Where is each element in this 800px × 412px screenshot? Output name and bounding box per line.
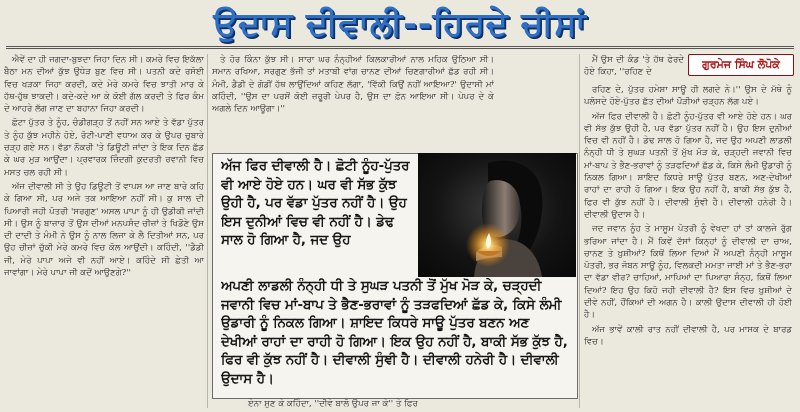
girl-with-diya-photo (418, 153, 576, 277)
paragraph: ਐਵੇਂ ਦਾ ਹੀ ਜਗਦਾ-ਬੁਝਦਾ ਜਿਹਾ ਦਿਨ ਸੀ। ਕਮਰੇ ਵਿਚ ਇਕੱਲਾ ਬੈਠਾ ਮਨ ਦੀਆਂ ਕੁੱਝ ਉਧੇੜ ਬੁਣ ਵਿਚ ਸੀ। ਪਤਨੀ ਕਦੇ ਰਸੋਈ ਵਿਚ ਖੜਕਾ ਜਿਹਾ ਕਰਦੀ, ਕਦੇ ਮੇਰੇ ਕਮਰੇ ਵਿਚ ਝਾਤੀ ਮਾਰ ਕੇ ਹੱਥ-ਹੁੱਥ ਝਾਕਦੀ। ਕਦੇ-ਕਦੇ ਆ ਕੇ ਕੋਈ ਗੱਲ ਕਰਦੀ ਤੇ ਫਿਰ ਕੰਮ ਦੇ ਆਹਰੇ ਲੱਗ ਜਾਣ ਦਾ ਬਹਾਨਾ ਜਿਹਾ ਕਰਦੀ। (4, 55, 204, 115)
paragraph: ਅੱਜ ਫਿਰ ਦੀਵਾਲੀ ਹੈ। ਛੋਟੀ ਨੂੰਹ-ਪੁੱਤਰ ਵੀ ਆਏ ਹੋਏ ਹਨ। ਘਰ ਵੀ ਸੱਭ ਕੁੱਝ ਉਹੀ ਹੈ, ਪਰ ਵੱਡਾ ਪੁੱਤਰ ਨਹੀਂ ਹੈ। ਉਹ ਇਸ ਦੁਨੀਆਂ ਵਿਚ ਵੀ ਨਹੀਂ ਹੈ। ਡੇਢ ਸਾਲ ਹੋ ਗਿਆ ਹੈ, ਜਦ ਉਹ ਅਪਣੀ ਲਾਡਲੀ ਨੰਨ੍ਹੀ ਧੀ ਤੇ ਸੁਘੜ ਪਤਨੀ ਤੋਂ ਮੁੱਖ ਮੋੜ ਕੇ, ਚੜ੍ਹਦੀ ਜਵਾਨੀ ਵਿਚ ਮਾਂ-ਬਾਪ ਤੇ ਭੈਣ-ਭਰਾਵਾਂ ਨੂੰ ਤੜਫਦਿਆਂ ਛੱਡ ਕੇ, ਕਿਸੇ ਲੰਮੀ ਉਡਾਰੀ ਨੂੰ ਨਿਕਲ ਗਿਆ। ਸ਼ਾਇਦ ਕਿਧਰੇ ਸਾਊ ਪੁੱਤਰ ਬਣਨ, ਅਣ-ਦੇਖੀਆਂ ਰਾਹਾਂ ਦਾ ਰਾਹੀ ਹੋ ਗਿਆ। ਇਕ ਉਹ ਨਹੀਂ ਹੈ, ਬਾਕੀ ਸੱਭ ਕੁੱਝ ਹੈ, ਫਿਰ ਵੀ ਕੁੱਝ ਨਹੀਂ ਹੈ। ਦੀਵਾਲੀ ਸੁੰਞੀ ਹੈ। ਦੀਵਾਲੀ ਹਨੇਰੀ ਹੈ। ਦੀਵਾਲੀ ਉਦਾਸ ਹੈ। (584, 111, 792, 220)
pull-quote-text-top: ਅੱਜ ਫਿਰ ਦੀਵਾਲੀ ਹੈ। ਛੋਟੀ ਨੂੰਹ-ਪੁੱਤਰ ਵੀ ਆਏ ਹੋਏ ਹਨ। ਘਰ ਵੀ ਸੱਭ ਕੁੱਝ ਉਹੀ ਹੈ, ਪਰ ਵੱਡਾ ਪੁੱਤਰ ਨਹੀਂ ਹੈ। ਉਹ ਇਸ ਦੁਨੀਆਂ ਵਿਚ ਵੀ ਨਹੀਂ ਹੈ। ਡੇਢ ਸਾਲ ਹੋ ਗਿਆ ਹੈ, ਜਦ ਉਹ (221, 159, 410, 249)
paragraph: ਅੱਜ ਭਾਵੇਂ ਕਾਲੀ ਰਾਤ ਨਹੀਂ ਦੀਵਾਲੀ ਹੈ, ਪਰ ਮਾਸਕ ਦੇ ਬਾਰਡ ਵਿਚ। (584, 324, 792, 347)
author-byline: ਗੁਰਮੇਜ ਸਿੰਘ ਲੋਪੋਕੇ (688, 54, 794, 76)
paragraph: ਅੱਜ ਦੀਵਾਲੀ ਸੀ ਤੇ ਉਹ ਡਿਊਟੀ ਤੋਂ ਵਾਪਸ ਆ ਜਾਣ ਬਾਰੇ ਕਹਿ ਕੇ ਗਿਆ ਸੀ, ਪਰ ਅਜੇ ਤਕ ਆਇਆ ਨਹੀਂ ਸੀ। ਕੁ ਸਾਲ ਦੀ ਪਿਆਰੀ ਜਹੀ ਪੋਤਰੀ 'ਸਰਗੁਣ' ਅਸਲ ਪਾਪਾ ਨੂੰ ਹੀ ਉਡੀਕੀ ਜਾਂਦੀ ਸੀ। ਉਸ ਨੂੰ ਬਾਜ਼ਾਰ ਤੋਂ ਉਸ ਦੀਆਂ ਮਨਪਸੰਦ ਚੀਜ਼ਾਂ ਤੇ ਖਿਡੌਣੇ ਉਸ ਦੀ ਦਾਦੀ ਤੇ ਮੰਮੀ ਨੇ ਉਸ ਨੂੰ ਨਾਲ ਲਿਜਾ ਕੇ ਲੈ ਦਿਤੀਆਂ ਸਨ, ਪਰ ਉਹ ਚੀਜ਼ਾਂ ਚੁੱਕੀ ਮੇਰੇ ਕਮਰੇ ਵਿਚ ਕੋਲ ਆਉਂਦੀ। ਕਹਿੰਦੀ, ''ਡੈਡੀ ਜੀ, ਮੇਰੇ ਪਾਪਾ ਅਜੇ ਵੀ ਨਹੀਂ ਆਏ। ਕਹਿੰਦੇ ਸੀ ਛੇਤੀ ਆ ਜਾਵਾਂਗਾ। ਮੇਰੇ ਪਾਪਾ ਜੀ ਕਦੋਂ ਆਉਣਗੇ?'' (4, 181, 204, 279)
column-divider (207, 54, 208, 408)
column-divider (579, 54, 580, 408)
paragraph: ਜਦ ਜਵਾਨ ਨੂੰਹ ਤੇ ਮਾਸੂਮ ਪੋਤਰੀ ਨੂੰ ਵੇਖਦਾ ਹਾਂ ਤਾਂ ਕਾਲਜੇ ਰੁੱਗ ਭਰਿਆ ਜਾਂਦਾ ਹੈ। ਮੈਂ ਕਿਵੇਂ ਦੱਸਾਂ ਕਿਨ੍ਹਾਂ ਨੂੰ ਦੀਵਾਲੀ ਦਾ ਚਾਅ, ਚਾਨਣ ਤੇ ਖ਼ੁਸ਼ੀਆਂ? ਕਿਥੋਂ ਲਿਆ ਦਿਆਂ ਮੈਂ ਅਪਣੀ ਨੰਨ੍ਹੀ ਮਾਸੂਮ ਪੋਤਰੀ, ਭਰ ਜੋਬਨ ਸਾਊ ਨੂੰਹ, ਵਿਲਕਦੀ ਮਮਤਾ ਜਾਈ ਮਾਂ ਤੇ ਭੈਣ-ਭਰਾ ਦਾ ਵੱਡਾ ਵੀਰ? ਚਾਹਿਆਂ, ਮਾਪਿਆਂ ਦਾ ਪਿਆਰਾ ਸੰਨ੍ਹ, ਕਿਥੋਂ ਲਿਆ ਦਿਆਂ? ਇਹ ਉਹ ਕਿਹੋ ਜਹੀ ਦੀਵਾਲੀ ਹੈ? ਇਸ ਵਿਚ ਖ਼ੁਸ਼ੀਆਂ ਦੇ ਦੀਵੇ ਨਹੀਂ, ਹੌਂਕਿਆਂ ਦੀ ਅਗਨ ਹੈ। ਕਾਲੀ ਉਦਾਸ ਦੀਵਾਲੀ ਹੀ ਹੋਈ ਹੈ। (584, 224, 792, 321)
column-right-top (584, 54, 684, 82)
article-headline: ਉਦਾਸ ਦੀਵਾਲੀ--ਹਿਰਦੇ ਚੀਸਾਂ (213, 4, 587, 43)
pull-quote-text-bottom: ਅਪਣੀ ਲਾਡਲੀ ਨੰਨ੍ਹੀ ਧੀ ਤੇ ਸੁਘੜ ਪਤਨੀ ਤੋਂ ਮੁੱਖ ਮੋੜ ਕੇ, ਚੜ੍ਹਦੀ ਜਵਾਨੀ ਵਿਚ ਮਾਂ-ਬਾਪ ਤੇ ਭੈਣ-ਭਰਾਵਾਂ ਨੂੰ ਤੜਫਦਿਆਂ ਛੱਡ ਕੇ, ਕਿਸੇ ਲੰਮੀ ਉਡਾਰੀ ਨੂੰ ਨਿਕਲ ਗਿਆ। ਸ਼ਾਇਦ ਕਿਧਰੇ ਸਾਊ ਪੁੱਤਰ ਬਣਨ ਅਣ ਦੇਖੀਆਂ ਰਾਹਾਂ ਦਾ ਰਾਹੀ ਹੋ ਗਿਆ। ਇਕ ਉਹ ਨਹੀਂ ਹੈ, ਬਾਕੀ ਸੱਭ ਕੁੱਝ ਹੈ, ਫਿਰ ਵੀ ਕੁੱਝ ਨਹੀਂ ਹੈ। ਦੀਵਾਲੀ ਸੁੰਞੀ ਹੈ। ਦੀਵਾਲੀ ਹਨੇਰੀ ਹੈ। ਦੀਵਾਲੀ ਉਦਾਸ ਹੈ। (221, 279, 568, 387)
paragraph: ਤੇ ਹੋਰ ਕਿੰਨਾ ਕੁੱਝ ਸੀ। ਸਾਰਾ ਘਰ ਨੰਨ੍ਹੀਆਂ ਕਿਲਕਾਰੀਆਂ ਨਾਲ ਮਹਿਕ ਉਠਿਆ ਸੀ। ਸਮਾਨ ਰਖਿਆ, ਸਰਗੁਣ ਭੱਜੀ ਤਾਂ ਮਤਾਬੀ ਵਾਂਗ ਚਾਨਣ ਦੀਆਂ ਚਿਣਗਾਰੀਆਂ ਛੱਡ ਰਹੀ ਸੀ। ਮੰਮੀ, ਡੈਡੀ ਦੇ ਗੋਡੀਂ ਹੱਥ ਲਾਉਂਦਿਆਂ ਕਹਿਣ ਲੱਗਾ, 'ਵਿੱਕੀ ਕਿਉਂ ਨਹੀਂ ਆਇਆ?' ਉਦਾਸੀ ਮਾਂ ਕਹਿੰਦੀ, ''ਉਸ ਦਾ ਪਰਸੋਂ ਕੋਈ ਜ਼ਰੂਰੀ ਪੇਪਰ ਹੈ, ਉਸ ਦਾ ਫ਼ੋਨ ਆਇਆ ਸੀ। ਪੇਪਰ ਦੇ ਕੇ ਅਗਲੇ ਦਿਨ ਆਊਗਾ।'' (212, 55, 494, 115)
column-middle-bottom (240, 398, 576, 412)
paragraph: ਏਨਾ ਸੁਣ ਕੇ ਕਹਿੰਦਾ, ''ਦੀਵੇ ਬਾਲੋ ਉਪਰ ਜਾ ਕੇ'' ਤੇ ਫਿਰ (248, 399, 418, 409)
column-right (584, 84, 792, 410)
paragraph: ਛੋਟਾ ਪੁੱਤਰ ਤੇ ਨੂੰਹ, ਚੰਡੀਗੜ੍ਹ ਤੋਂ ਨਹੀਂ ਸਨ ਆਏ ਤੇ ਵੱਡਾ ਪੁੱਤਰ ਤੇ ਨੂੰਹ ਕੁੱਝ ਮਹੀਨੇ ਹੋਏ, ਰੋਟੀ-ਪਾਣੀ ਵਧਾਅ ਕਰ ਕੇ ਉਪਰ ਚੁਬਾਰੇ ਚੜ੍ਹ ਗਏ ਸਨ। ਵੱਡਾ ਨੌਕਰੀ 'ਤੇ ਡਿਊਟੀ ਜਾਂਦਾ ਤੇ ਇਕ ਦਿਨ ਛੱਡ ਕੇ ਘਰ ਮੁੜ ਆਉਂਦਾ। ਪ੍ਰਵਾਰਕ ਜ਼ਿੰਦਗੀ ਕੁਦਰਤੀ ਰਵਾਨੀ ਵਿਚ ਮਸਤ ਚਲ ਰਹੀ ਸੀ। (4, 118, 204, 178)
paragraph: ਰਹਿਣ ਦੇ, ਪੁੱਤਰ ਹਮੇਸ਼ਾ ਸਾਊ ਹੀ ਲਗਦੇ ਨੇ।'' ਉਸ ਦੇ ਮੱਥੇ ਨੂੰ ਪਲੋਸਦੇ ਹੋਏ-ਪੁੱਤਰ ਛੱਤ ਦੀਆਂ ਪੌੜੀਆਂ ਚੜ੍ਹਨ ਲੱਗ ਪਏ। (584, 85, 792, 108)
column-left (4, 54, 204, 410)
headline-rule (6, 46, 794, 49)
column-middle-top (212, 54, 494, 152)
paragraph: ਮੈਂ ਉਸ ਦੀ ਕੰਡ 'ਤੇ ਹੱਥ ਫੇਰਦੇ ਹੋਏ ਕਿਹਾ, ''ਰਹਿਣ ਦੇ (584, 55, 684, 78)
